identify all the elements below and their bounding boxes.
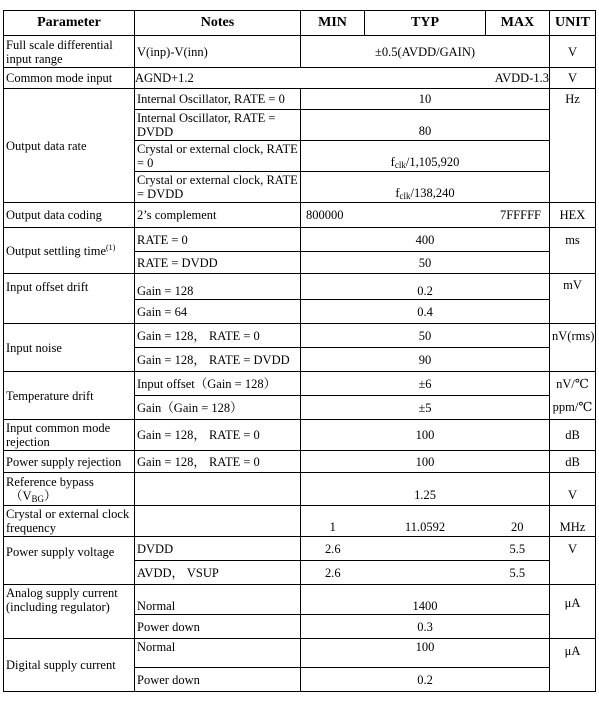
header-notes: Notes [135, 11, 301, 36]
table-row [4, 274, 596, 300]
notes-cell: DVDD [135, 537, 301, 561]
unit-cell: V [550, 36, 596, 68]
unit-cell: mV [550, 274, 596, 324]
unit-cell: V [550, 473, 596, 506]
notes-cell: 2’s complement [135, 203, 301, 228]
unit-cell: V [550, 68, 596, 89]
header-min: MIN [301, 11, 365, 36]
typ-cell: 100 [301, 420, 550, 451]
param-cell: Output data rate [4, 89, 135, 203]
unit-cell: dB [550, 420, 596, 451]
unit-cell: ms [550, 228, 596, 274]
param-cell: Crystal or external clock frequency [4, 506, 135, 537]
typ-cell: ±6 [301, 372, 550, 396]
typ-cell: ±0.5(AVDD/GAIN) [301, 36, 550, 68]
param-cell: Input noise [4, 324, 135, 372]
param-subscript: BG [31, 494, 45, 504]
param-cell: Full scale differential input range [4, 36, 135, 68]
unit-cell: V [550, 537, 596, 585]
typ-cell: 0.3 [301, 615, 550, 639]
param-label: Output settling time [6, 243, 106, 258]
param-paren-open: （V [10, 489, 32, 503]
fclk-subscript: clk [394, 160, 406, 170]
table-row [4, 324, 596, 348]
notes-cell: Gain = 128， RATE = 0 [135, 324, 301, 348]
typ-cell: 400 [301, 228, 550, 252]
param-cell: Power supply voltage [4, 537, 135, 585]
typ-cell [365, 537, 486, 561]
min-cell: 2.6 [301, 561, 365, 585]
header-unit: UNIT [550, 11, 596, 36]
table-row [4, 372, 596, 396]
notes-cell: Gain（Gain = 128） [135, 396, 301, 420]
param-cell [4, 473, 135, 506]
param-label: Reference bypass [6, 475, 94, 489]
unit-cell: nV/℃ [550, 372, 596, 396]
spec-table [3, 10, 596, 692]
notes-cell: AVDD， VSUP [135, 561, 301, 585]
unit-cell: μA [550, 639, 596, 692]
unit-cell: Hz [550, 89, 596, 203]
max-value: AVDD-1.3 [494, 71, 549, 85]
param-cell: Digital supply current [4, 639, 135, 692]
typ-cell [365, 561, 486, 585]
param-cell [4, 228, 135, 274]
notes-cell: Gain = 64 [135, 300, 301, 324]
notes-cell: Internal Oscillator, RATE = 0 [135, 89, 301, 110]
table-row [4, 506, 596, 537]
min-cell: 2.6 [301, 537, 365, 561]
notes-cell [135, 473, 301, 506]
notes-cell: Power down [135, 668, 301, 692]
notes-cell: RATE = DVDD [135, 252, 301, 274]
typ-cell [301, 172, 550, 203]
max-value: 7FFFFF [499, 208, 541, 222]
notes-cell: Crystal or external clock, RATE = DVDD [135, 172, 301, 203]
typ-cell: 0.2 [301, 274, 550, 300]
table-row [4, 639, 596, 668]
notes-cell: Gain = 128 [135, 274, 301, 300]
table-row [4, 203, 596, 228]
unit-cell: MHz [550, 506, 596, 537]
param-cell: Power supply rejection [4, 451, 135, 473]
param-cell: Analog supply current (including regulator) [4, 585, 135, 639]
notes-cell: Gain = 128， RATE = DVDD [135, 348, 301, 372]
typ-cell: 50 [301, 252, 550, 274]
fclk-symbol: f [390, 155, 395, 169]
typ-cell: 10 [301, 89, 550, 110]
min-value: AGND+1.2 [135, 71, 194, 85]
notes-cell [135, 506, 301, 537]
fclk-divisor: /1,105,920 [405, 155, 460, 169]
table-row [4, 68, 596, 89]
table-row [4, 585, 596, 615]
unit-cell: μA [550, 585, 596, 639]
typ-cell [301, 141, 550, 172]
max-cell: 20 [486, 506, 550, 537]
typ-cell: 80 [301, 110, 550, 141]
header-row [4, 11, 596, 36]
table-row [4, 36, 596, 68]
table-row [4, 89, 596, 110]
table-row [4, 420, 596, 451]
fclk-subscript: clk [399, 191, 411, 201]
table-row [4, 473, 596, 506]
notes-cell: Input offset（Gain = 128） [135, 372, 301, 396]
typ-cell: 90 [301, 348, 550, 372]
range-cell [135, 68, 550, 89]
min-value: 800000 [306, 208, 344, 222]
param-cell: Input common mode rejection [4, 420, 135, 451]
fclk-divisor: /138,240 [410, 186, 455, 200]
header-typ: TYP [365, 11, 486, 36]
max-cell: 5.5 [486, 537, 550, 561]
unit-cell: nV(rms) [550, 324, 596, 372]
typ-cell: 1.25 [301, 473, 550, 506]
typ-cell: 1400 [301, 585, 550, 615]
param-cell: Input offset drift [4, 274, 135, 324]
param-cell: Temperature drift [4, 372, 135, 420]
notes-cell: Crystal or external clock, RATE = 0 [135, 141, 301, 172]
footnote-marker: (1) [106, 242, 116, 252]
typ-cell: ±5 [301, 396, 550, 420]
notes-cell: Gain = 128， RATE = 0 [135, 451, 301, 473]
notes-cell: Normal [135, 639, 301, 668]
table-row [4, 537, 596, 561]
range-cell [301, 203, 550, 228]
header-max: MAX [486, 11, 550, 36]
typ-cell: 100 [301, 451, 550, 473]
notes-cell: RATE = 0 [135, 228, 301, 252]
max-cell: 5.5 [486, 561, 550, 585]
typ-cell: 0.4 [301, 300, 550, 324]
notes-cell: Normal [135, 585, 301, 615]
unit-cell: dB [550, 451, 596, 473]
notes-cell: Gain = 128， RATE = 0 [135, 420, 301, 451]
typ-cell: 100 [301, 639, 550, 668]
notes-cell: Internal Oscillator, RATE = DVDD [135, 110, 301, 141]
notes-cell: Power down [135, 615, 301, 639]
notes-cell: V(inp)-V(inn) [135, 36, 301, 68]
typ-cell: 11.0592 [365, 506, 486, 537]
typ-cell: 0.2 [301, 668, 550, 692]
unit-cell: ppm/℃ [550, 396, 596, 420]
table-row [4, 451, 596, 473]
header-parameter: Parameter [4, 11, 135, 36]
param-paren-close: ） [44, 489, 57, 503]
fclk-symbol: f [395, 186, 400, 200]
param-cell: Output data coding [4, 203, 135, 228]
unit-cell: HEX [550, 203, 596, 228]
table-row [4, 228, 596, 252]
typ-cell: 50 [301, 324, 550, 348]
min-cell: 1 [301, 506, 365, 537]
param-cell: Common mode input [4, 68, 135, 89]
